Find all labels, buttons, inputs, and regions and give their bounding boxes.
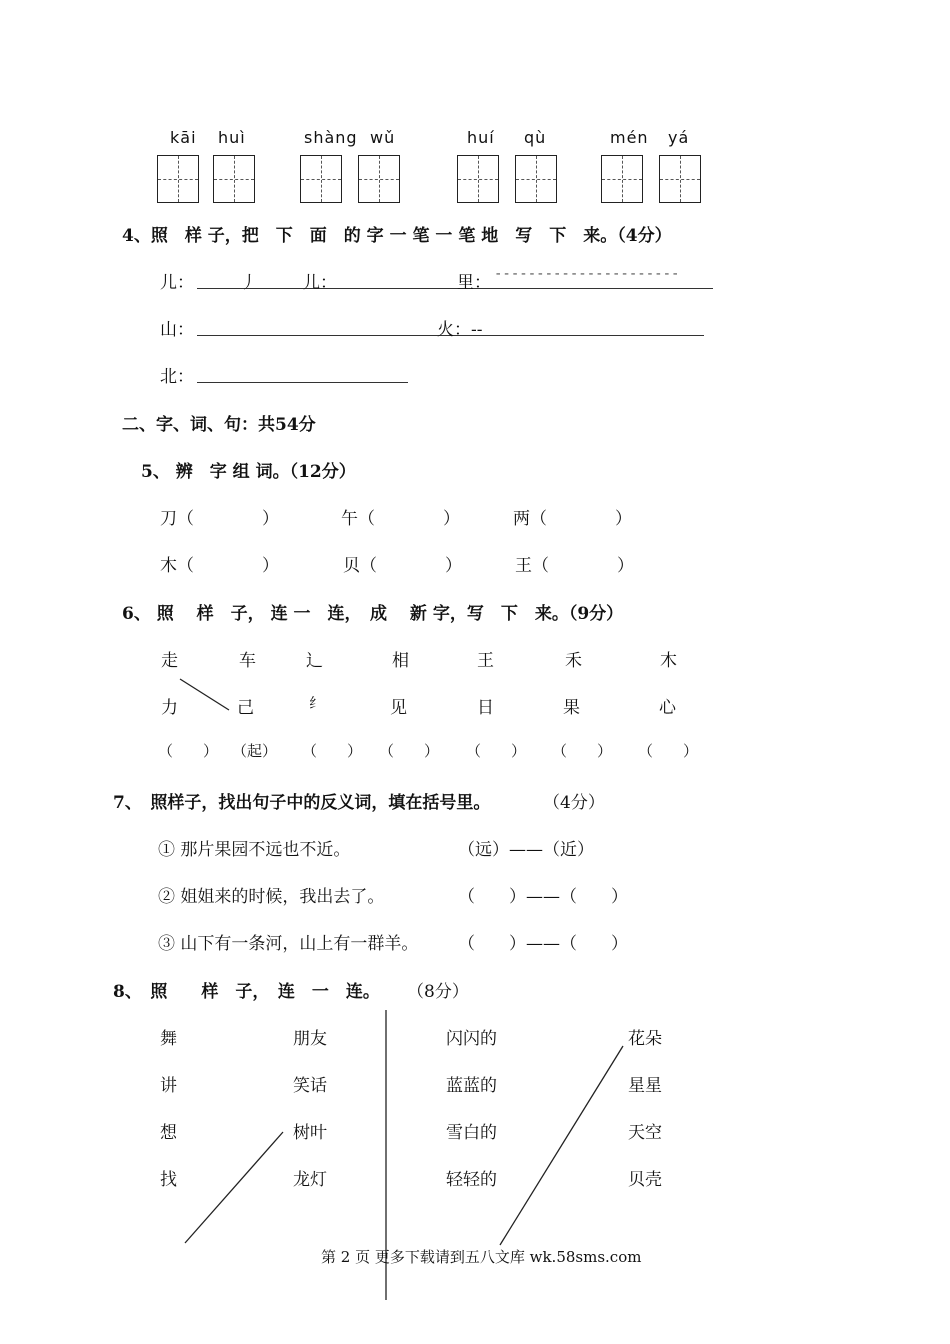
q8-col2: 朋友 [293, 1029, 327, 1049]
q8-col3: 闪闪的 [446, 1029, 497, 1049]
pinyin-qu: qù [524, 128, 547, 147]
q8-col4: 花朵 [628, 1029, 662, 1049]
pinyin-kai: kāi [170, 128, 197, 147]
pinyin-ya: yá [668, 128, 690, 147]
q6-bottom-char: 力 [161, 698, 178, 718]
q8-col4: 天空 [628, 1123, 662, 1143]
q7-answer: （ ）——（ ） [458, 887, 628, 907]
pinyin-shang: shàng [304, 128, 358, 147]
q8-col1: 讲 [160, 1076, 177, 1096]
q6-top-char: 相 [392, 651, 409, 671]
q6-example-line [180, 679, 229, 710]
q7-answer: （ ）——（ ） [458, 934, 628, 954]
q6-answer: （ ） [302, 742, 363, 760]
q4-er-label: 儿： [160, 273, 194, 293]
q6-top-char: 辶 [306, 651, 323, 671]
q6-top-char: 王 [477, 651, 494, 671]
q6-bottom-char: 心 [659, 698, 676, 718]
q7-sentence: ③ 山下有一条河，山上有一群羊。 [158, 934, 419, 954]
q8-col1: 舞 [160, 1029, 177, 1049]
q8-heading: 8、 照 样 子， 连 一 连。 [113, 982, 380, 1002]
q6-top-char: 车 [239, 651, 256, 671]
q4-huo-label: 火：-- [437, 320, 483, 340]
q8-example-line-left [185, 1132, 283, 1243]
q6-bottom-char: 纟 [309, 696, 323, 712]
q7-answer: （远）——（近） [458, 840, 594, 860]
pinyin-hui2: huí [467, 128, 495, 147]
q6-answer: （ ） [158, 742, 219, 760]
q8-col3: 蓝蓝的 [446, 1076, 497, 1096]
q8-col3: 轻轻的 [446, 1170, 497, 1190]
q8-col3: 雪白的 [446, 1123, 497, 1143]
q4-li-dashes: ---------------------- [494, 266, 680, 282]
q8-col4: 星星 [628, 1076, 662, 1096]
q8-col4: 贝壳 [628, 1170, 662, 1190]
q4-heading: 4、照 样 子，把 下 面 的 字 一 笔 一 笔 地 写 下 来。（4分） [122, 226, 672, 246]
pinyin-hui: huì [218, 128, 246, 147]
pinyin-men: mén [610, 128, 649, 147]
q6-heading: 6、 照 样 子， 连 一 连， 成 新 字，写 下 来。（9分） [122, 604, 624, 624]
q7-sentence: ② 姐姐来的时候，我出去了。 [158, 887, 385, 907]
q6-answer: （ ） [466, 742, 527, 760]
q5-item: 木（ ） [160, 556, 279, 576]
pinyin-wu: wǔ [370, 128, 396, 147]
q6-answer: （ ） [379, 742, 440, 760]
q4-li-label: 里： [457, 273, 491, 293]
q4-er-stroke1: 丿 [240, 273, 257, 293]
q8-col2: 笑话 [293, 1076, 327, 1096]
q8-example-line-right [500, 1046, 623, 1245]
q5-item: 贝（ ） [343, 556, 462, 576]
q8-col1: 找 [160, 1170, 177, 1190]
q6-bottom-char: 果 [563, 698, 580, 718]
q8-score: （8分） [407, 982, 469, 1002]
q5-item: 午（ ） [341, 509, 460, 529]
q8-col2: 树叶 [293, 1123, 327, 1143]
q6-answer: （起） [232, 742, 278, 760]
q5-heading: 5、 辨 字 组 词。（12分） [141, 462, 356, 482]
q5-item: 刀（ ） [160, 509, 279, 529]
section2-heading: 二、字、词、句：共54分 [122, 415, 316, 435]
q6-top-char: 禾 [565, 651, 582, 671]
q5-item: 两（ ） [513, 509, 632, 529]
q7-sentence: ① 那片果园不远也不近。 [158, 840, 351, 860]
q8-col2: 龙灯 [293, 1170, 327, 1190]
q6-answer: （ ） [552, 742, 613, 760]
q6-answer: （ ） [638, 742, 699, 760]
q6-top-char: 走 [161, 651, 178, 671]
q6-bottom-char: 己 [237, 698, 254, 718]
q5-item: 王（ ） [515, 556, 634, 576]
q8-col1: 想 [160, 1123, 177, 1143]
q7-score: （4分） [543, 793, 605, 813]
q6-top-char: 木 [660, 651, 677, 671]
q6-bottom-char: 日 [477, 698, 494, 718]
q4-bei-label: 北： [160, 367, 194, 387]
page-footer: 第 2 页 更多下载请到五八文库 wk.58sms.com [321, 1248, 642, 1266]
q7-heading: 7、 照样子，找出句子中的反义词，填在括号里。 [113, 793, 491, 813]
q4-shan-label: 山： [160, 320, 194, 340]
q4-er-stroke2: 儿： [303, 273, 337, 293]
q6-bottom-char: 见 [390, 698, 407, 718]
